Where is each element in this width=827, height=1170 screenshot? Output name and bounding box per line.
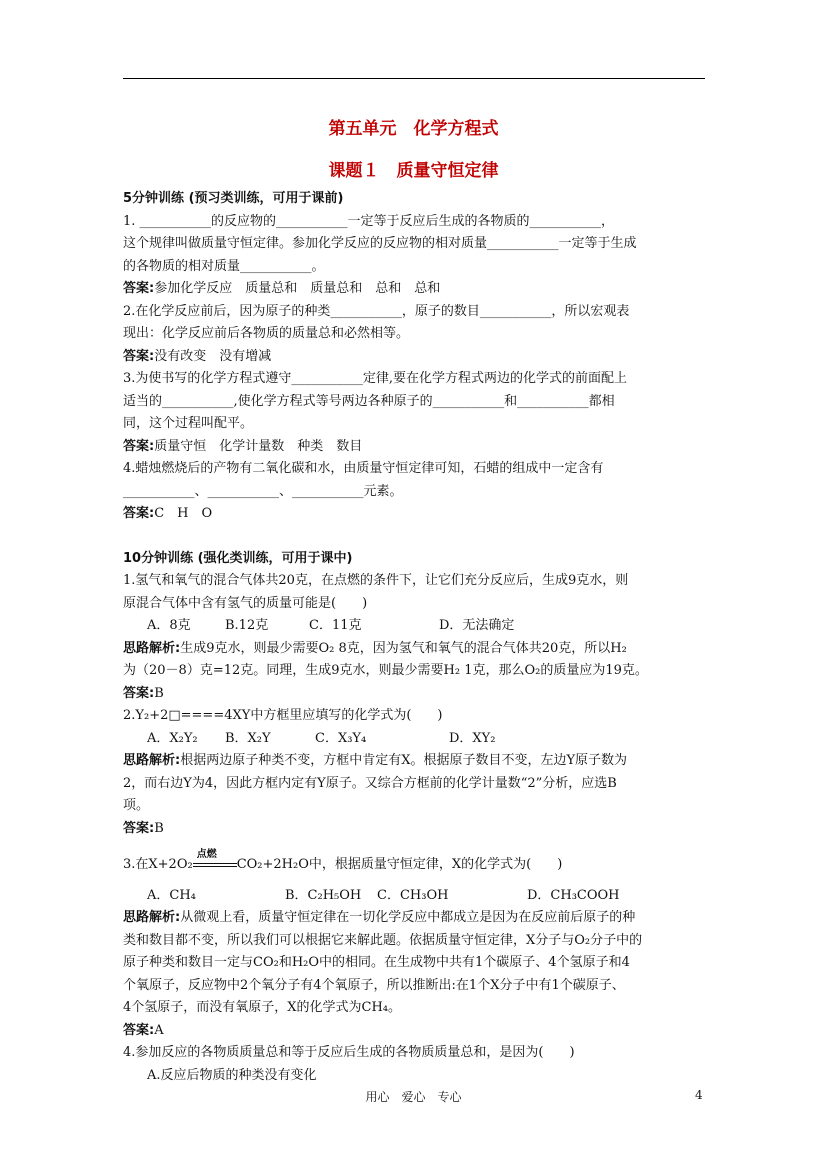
answer-label: 答案: xyxy=(123,281,155,296)
s2-q1-options xyxy=(123,615,708,638)
option-a: A．CH₄ xyxy=(147,887,196,903)
header-rule xyxy=(123,78,705,79)
s2-q3-answer xyxy=(123,1020,708,1043)
option-d: D．无法确定 xyxy=(439,618,515,633)
lesson-title: 课题１ 质量守恒定律 xyxy=(328,161,499,181)
s2-q3-analysis-line1 xyxy=(123,907,708,930)
s2-q1-analysis-line2: 为（20－8）克=12克。同理，生成9克水，则最少需要H₂ 1克，那么O₂的质量应为19克。 xyxy=(123,663,648,678)
section-heading-10min: 10分钟训练 (强化类训练，可用于课中) xyxy=(123,550,353,566)
answer-text: 参加化学反应 质量总和 质量总和 总和 总和 xyxy=(154,281,441,296)
s2-q2-line1: 2.Y₂+2□====4XY中方框里应填写的化学式为( ) xyxy=(123,708,443,723)
s1-answer-2 xyxy=(123,346,708,369)
answer-text: B xyxy=(154,685,164,701)
s1-q2-line2: 现出：化学反应前后各物质的质量总和必然相等。 xyxy=(123,326,410,341)
analysis-label: 思路解析: xyxy=(123,753,181,768)
analysis-label: 思路解析: xyxy=(123,640,181,656)
option-b: B．C₂H₅OH xyxy=(285,887,362,903)
option-b: B．X₂Y xyxy=(225,730,271,746)
s2-q4-line1: 4.参加反应的各物质质量总和等于反应后生成的各物质质量总和，是因为( ) xyxy=(123,1045,575,1060)
spacer xyxy=(123,877,708,885)
page-number: 4 xyxy=(695,1088,703,1102)
analysis-label: 思路解析: xyxy=(123,910,181,925)
answer-label: 答案: xyxy=(123,685,155,701)
s1-q1-line1: 1. ___________的反应物的___________一定等于反应后生成的各物质的___________， xyxy=(123,213,615,229)
s2-q3-line1 xyxy=(123,848,708,877)
answer-text: 质量守恒 化学计量数 种类 数目 xyxy=(154,438,363,454)
analysis-text: 生成9克水，则最少需要O₂ 8克，因为氢气和氧气的混合气体共20克，所以H₂ xyxy=(180,640,627,656)
s2-q3-analysis-line2: 类和数目都不变，所以我们可以根据它来解此题。依据质量守恒定律，X分子与O₂分子中的 xyxy=(123,932,643,948)
analysis-text: 根据两边原子种类不变，方框中肯定有X。根据原子数目不变，左边Y原子数为 xyxy=(180,753,628,768)
answer-label: 答案: xyxy=(123,1022,155,1038)
s1-q1-line3: 的各物质的相对质量___________。 xyxy=(123,258,325,274)
option-a: A．8克 xyxy=(147,618,191,633)
s1-q3-line2: 适当的___________,使化学方程式等号两边各种原子的___________和___________都相 xyxy=(123,393,615,409)
answer-label: 答案: xyxy=(123,348,155,364)
s1-q2-line1: 2.在化学反应前后，因为原子的种类___________，原子的数目___________，所以宏观表 xyxy=(123,303,630,319)
s1-q3-line1: 3.为使书写的化学方程式遵守___________定律,要在化学方程式两边的化学式的前面配上 xyxy=(123,371,628,386)
s2-q3-analysis-line3: 原子种类和数目一定与CO₂和H₂O中的相同。在生成物中共有1个碳原子、4个氢原子和4 xyxy=(123,955,630,970)
equation-right: CO₂+2H₂O中，根据质量守恒定律，X的化学式为( ) xyxy=(236,857,563,872)
s1-q3-line3: 同，这个过程叫配平。 xyxy=(123,416,254,431)
s2-q4-option-a: A.反应后物质的种类没有变化 xyxy=(147,1067,317,1083)
answer-text: 没有改变 没有增减 xyxy=(154,348,272,364)
s1-q4-line2: ___________、___________、___________元素。 xyxy=(123,483,403,499)
s2-q2-analysis-line2: 2，而右边Y为4，因此方框内定有Y原子。又综合方框前的化学计量数“2”分析，应选B xyxy=(123,775,617,791)
spacer xyxy=(123,526,708,548)
s2-q2-options xyxy=(123,728,708,751)
s1-answer-1 xyxy=(123,278,708,301)
s2-q3-analysis-line5: 4个氢原子，而没有氧原子，X的化学式为CH₄。 xyxy=(123,1000,402,1015)
s1-q4-line1: 4.蜡烛燃烧后的产物有二氧化碳和水，由质量守恒定律可知，石蜡的组成中一定含有 xyxy=(123,461,604,476)
answer-text: B xyxy=(154,820,164,836)
s2-q1-analysis-line1 xyxy=(123,638,708,661)
s2-q3-analysis-line4: 个氧原子，反应物中2个氧分子有4个氧原子，所以推断出:在1个X分子中有1个碳原子、 xyxy=(123,977,625,993)
s1-answer-4 xyxy=(123,503,708,526)
option-d: D．CH₃COOH xyxy=(527,887,620,903)
s1-q1-line2: 这个规律叫做质量守恒定律。参加化学反应的反应物的相对质量___________一定等于生成 xyxy=(123,236,637,251)
option-c: C．11克 xyxy=(309,618,362,633)
section-heading-5min: 5分钟训练 (预习类训练，可用于课前) xyxy=(123,191,344,206)
s2-q2-answer xyxy=(123,818,708,841)
answer-label: 答案: xyxy=(123,820,155,836)
answer-text: C H O xyxy=(154,506,213,521)
option-c: C．X₃Y₄ xyxy=(315,730,367,746)
document-body xyxy=(123,188,708,1087)
s2-q1-line2: 原混合气体中含有氢气的质量可能是( ) xyxy=(123,595,368,611)
s1-answer-3 xyxy=(123,436,708,459)
page-footer: 用心 爱心 专心 xyxy=(365,1090,462,1104)
answer-text: A xyxy=(154,1022,164,1038)
option-c: C．CH₃OH xyxy=(377,887,449,903)
s2-q1-answer xyxy=(123,683,708,706)
unit-title: 第五单元 化学方程式 xyxy=(328,119,499,139)
reaction-condition: 点燃 xyxy=(196,848,217,860)
s2-q2-analysis-line1 xyxy=(123,750,708,773)
answer-label: 答案: xyxy=(123,438,155,454)
answer-label: 答案: xyxy=(123,506,155,521)
s2-q1-line1: 1.氢气和氧气的混合气体共20克，在点燃的条件下，让它们充分反应后，生成9克水，则 xyxy=(123,573,629,588)
equation-left: 3.在X+2O₂ xyxy=(123,857,193,872)
reaction-equals-sign xyxy=(193,848,237,870)
s2-q3-options xyxy=(123,885,708,908)
option-d: D．XY₂ xyxy=(449,730,496,746)
option-b: B.12克 xyxy=(225,618,269,633)
s2-q2-analysis-line3: 项。 xyxy=(123,798,150,813)
option-a: A．X₂Y₂ xyxy=(147,730,198,746)
analysis-text: 从微观上看，质量守恒定律在一切化学反应中都成立是因为在反应前后原子的种 xyxy=(180,910,636,925)
